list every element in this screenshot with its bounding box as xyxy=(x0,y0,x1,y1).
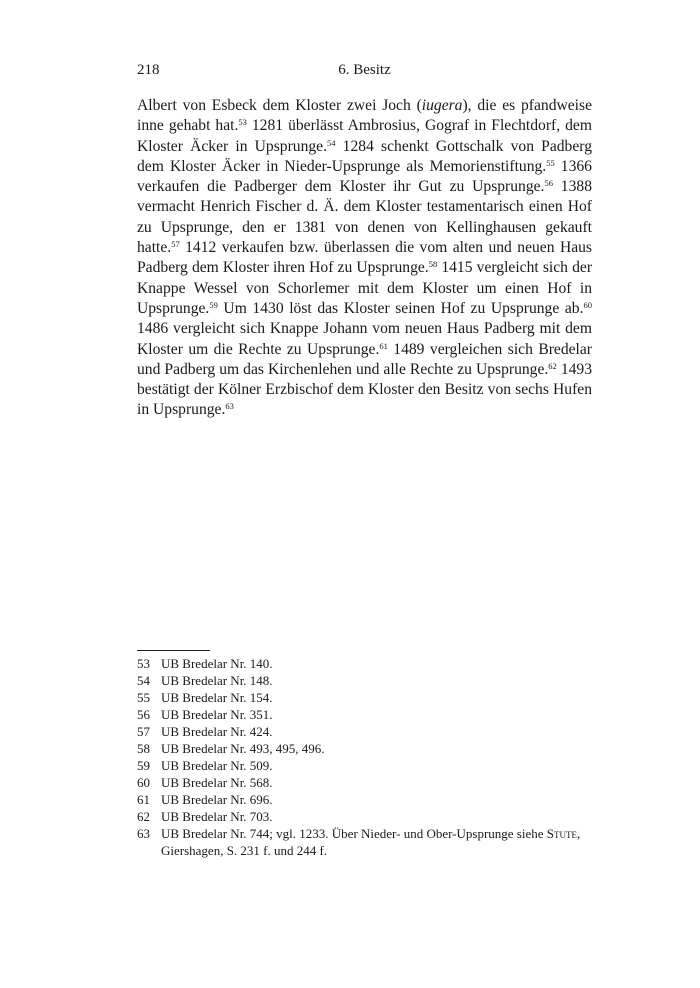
footnote-number: 63 xyxy=(137,826,150,841)
footnote-number: 61 xyxy=(137,792,150,807)
footnote xyxy=(137,706,592,723)
text-segment: ), die es pfandweise inne gehabt hat. xyxy=(137,97,592,135)
footnote xyxy=(137,740,592,757)
footnote-text: UB Bredelar Nr. 696. xyxy=(161,792,273,807)
running-head: 6. Besitz xyxy=(338,62,391,78)
footnote-text: UB Bredelar Nr. 351. xyxy=(161,707,273,722)
footnote-number: 57 xyxy=(137,724,150,739)
footnote-text: UB Bredelar Nr. 154. xyxy=(161,690,273,705)
footnote-ref[interactable]: 59 xyxy=(209,299,218,310)
author-name: Stute xyxy=(546,826,578,841)
footnote xyxy=(137,825,592,859)
footnote-ref[interactable]: 61 xyxy=(379,340,388,351)
footnote-text: UB Bredelar Nr. 509. xyxy=(161,758,273,773)
footnote xyxy=(137,655,592,672)
footnote-ref[interactable]: 56 xyxy=(544,178,553,189)
footnote-text: UB Bredelar Nr. 703. xyxy=(161,809,273,824)
text-segment: 1284 schenkt Gottschalk von Padberg dem Kloster Äcker in Nieder-Upsprunge als Memorienstiftung. xyxy=(137,137,592,175)
footnote xyxy=(137,672,592,689)
footnote-text: UB Bredelar Nr. 148. xyxy=(161,673,273,688)
footnote-separator xyxy=(137,650,210,651)
footnote xyxy=(137,808,592,825)
footnote-text: UB Bredelar Nr. 744; vgl. 1233. Über Nieder- und Ober-Upsprunge siehe xyxy=(161,826,547,841)
footnote-ref[interactable]: 54 xyxy=(327,137,336,148)
footnote-number: 54 xyxy=(137,673,150,688)
text-segment: Albert von Esbeck dem Kloster zwei Joch ( xyxy=(137,97,422,114)
footnote-number: 58 xyxy=(137,741,150,756)
text-segment: 1412 verkaufen bzw. überlassen die vom alten und neuen Haus Padberg dem Kloster ihren Hof zu Upsprunge. xyxy=(137,239,592,277)
footnote xyxy=(137,791,592,808)
text-segment: 1493 bestätigt der Kölner Erzbischof dem Kloster den Besitz von sechs Hufen in Upsprunge. xyxy=(137,360,592,419)
footnote-text: UB Bredelar Nr. 493, 495, 496. xyxy=(161,741,325,756)
footnote-text-continued: , Giershagen, S. 231 f. und 244 f. xyxy=(161,826,581,858)
footnote-text: UB Bredelar Nr. 568. xyxy=(161,775,273,790)
footnotes xyxy=(137,655,592,859)
footnote xyxy=(137,757,592,774)
text-segment: 1366 verkaufen die Padberger dem Kloster ihr Gut zu Upsprunge. xyxy=(137,157,592,196)
footnote-number: 56 xyxy=(137,707,150,722)
page-number: 218 xyxy=(137,62,160,78)
text-segment: 1415 vergleicht sich der Knappe Wessel von Schorlemer mit dem Kloster um einen Hof in Upsprunge. xyxy=(137,259,593,317)
body-paragraph xyxy=(137,96,592,421)
footnote-ref[interactable]: 53 xyxy=(238,117,247,128)
footnote-ref[interactable]: 58 xyxy=(428,259,438,270)
footnote-text: UB Bredelar Nr. 424. xyxy=(161,724,273,739)
footnote-number: 60 xyxy=(137,775,150,790)
footnote-ref[interactable]: 55 xyxy=(546,157,555,168)
footnote-number: 59 xyxy=(137,758,150,773)
footnote-ref[interactable]: 63 xyxy=(225,401,234,412)
text-segment: 1281 überlässt Ambrosius, Gograf in Flechtdorf, dem Kloster Äcker in Upsprunge. xyxy=(137,117,592,155)
footnote-number: 55 xyxy=(137,690,150,705)
footnote xyxy=(137,689,592,706)
footnote xyxy=(137,723,592,740)
text-segment: 1388 vermacht Henrich Fischer d. Ä. dem Kloster testamentarisch einen Hof zu Upsprunge, den er 1381 von denen von Kellinghausen gekauft hatte. xyxy=(137,178,592,257)
footnote-ref[interactable]: 60 xyxy=(583,299,592,310)
text-italic: iugera xyxy=(421,97,463,114)
footnote-number: 62 xyxy=(137,809,150,824)
text-segment: 1489 vergleichen sich Bredelar und Padberg um das Kirchenlehen und alle Rechte zu Upsprunge. xyxy=(137,340,592,378)
footnote-text: UB Bredelar Nr. 140. xyxy=(161,656,273,671)
footnote-ref[interactable]: 57 xyxy=(171,239,180,250)
footnote-ref[interactable]: 62 xyxy=(548,360,557,371)
text-segment: 1486 vergleicht sich Knappe Johann vom neuen Haus Padberg mit dem Kloster um die Rechte zu Upsprunge. xyxy=(137,320,592,358)
text-segment: Um 1430 löst das Kloster seinen Hof zu Upsprunge ab. xyxy=(217,299,584,317)
footnote xyxy=(137,774,592,791)
page-header xyxy=(137,62,592,84)
footnote-number: 53 xyxy=(137,656,150,671)
